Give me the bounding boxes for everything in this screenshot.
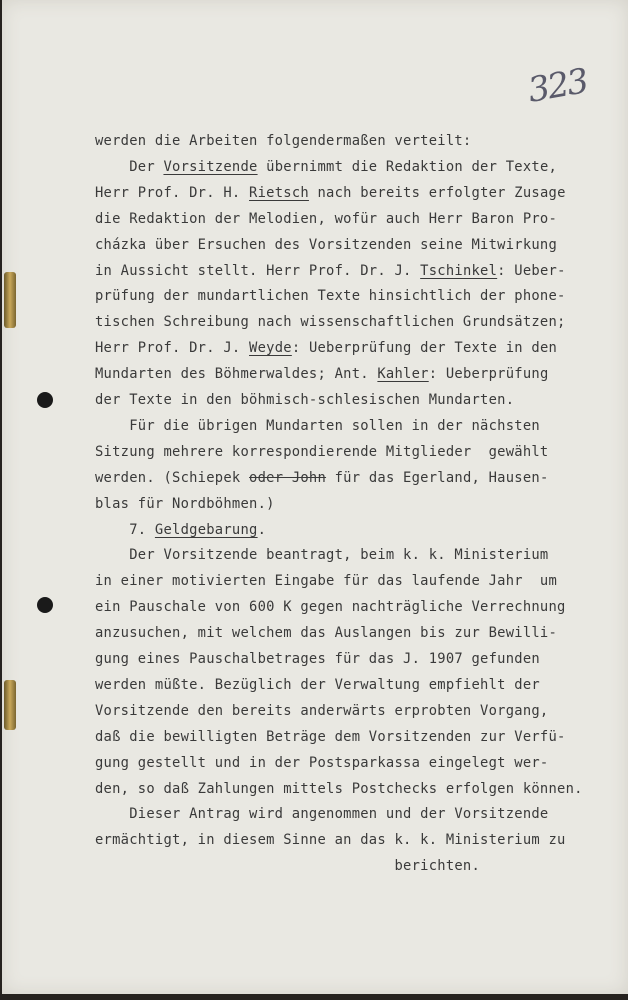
text-line (95, 185, 566, 201)
text-line (95, 522, 266, 538)
text-line (95, 755, 549, 771)
text-run: . (257, 521, 267, 538)
text-run: Der Vorsitzende beantragt, beim k. k. Ministerium (95, 547, 549, 564)
text-line (95, 288, 566, 304)
text-run: der Texte in den böhmisch-schlesischen Mundarten. (95, 392, 515, 408)
text-run: Sitzung mehrere korrespondierende Mitglieder gewählt (95, 443, 549, 460)
text-line (95, 314, 566, 330)
text-run: cházka über Ersuchen des Vorsitzenden seine Mitwirkung (95, 236, 558, 253)
binder-clip (4, 680, 16, 730)
text-line (95, 340, 557, 356)
text-run: Vorsitzende den bereits anderwärts erprobten Vorgang, (95, 702, 549, 719)
text-line (95, 858, 480, 874)
text-run: gung eines Pauschalbetrages für das J. 1907 gefunden (95, 651, 540, 667)
text-run: die Redaktion der Melodien, wofür auch Herr Baron Pro- (95, 210, 558, 227)
binder-clip (4, 272, 16, 328)
text-run: 7. (95, 521, 155, 538)
text-line (95, 211, 557, 227)
text-line (95, 159, 557, 175)
text-run: übernimmt die Redaktion der Texte, (257, 158, 558, 175)
text-line (95, 806, 549, 822)
handwritten-page-number: 323 (524, 61, 590, 111)
punch-hole (37, 392, 53, 408)
text-run: ermächtigt, in diesem Sinne an das k. k. Ministerium zu (95, 832, 566, 849)
underlined-name: Tschinkel (420, 262, 498, 279)
punch-hole (37, 597, 53, 613)
text-line (95, 599, 566, 615)
text-run: berichten. (95, 858, 481, 875)
text-line (95, 418, 540, 434)
text-run: Der (95, 158, 164, 175)
text-run: werden. (Schiepek (95, 469, 250, 486)
text-run: Dieser Antrag wird angenommen und der Vorsitzende (95, 806, 549, 823)
text-line (95, 651, 540, 667)
text-run: Für die übrigen Mundarten sollen in der nächsten (95, 417, 540, 434)
text-run: in Aussicht stellt. Herr Prof. Dr. J. (95, 262, 421, 279)
text-line (95, 366, 549, 382)
underlined-name: Vorsitzende (163, 158, 258, 175)
text-line (95, 133, 471, 149)
text-line (95, 573, 557, 589)
text-line (95, 263, 566, 279)
text-run: werden die Arbeiten folgendermaßen verteilt: (95, 133, 472, 149)
text-line (95, 781, 583, 797)
document-page (2, 0, 628, 994)
text-line (95, 677, 540, 693)
text-line (95, 470, 549, 486)
text-run: : Ueberprüfung der Texte in den (291, 340, 558, 357)
text-run: tischen Schreibung nach wissenschaftlichen Grundsätzen; (95, 314, 566, 331)
text-run: prüfung der mundartlichen Texte hinsichtlich der phone- (95, 288, 566, 305)
text-run: Mundarten des Böhmerwaldes; Ant. (95, 366, 378, 383)
text-line (95, 625, 557, 641)
underlined-name: Weyde (249, 340, 292, 357)
text-run: den, so daß Zahlungen mittels Postchecks erfolgen können. (95, 780, 583, 797)
text-run: nach bereits erfolgter Zusage (308, 184, 566, 201)
text-run: blas für Nordböhmen.) (95, 495, 275, 512)
text-run: Herr Prof. Dr. J. (95, 340, 250, 357)
text-line (95, 496, 275, 512)
underlined-name: Rietsch (249, 184, 309, 201)
text-run: : Ueber- (497, 262, 566, 279)
text-run: werden müßte. Bezüglich der Verwaltung empfiehlt der (95, 676, 540, 693)
text-run: daß die bewilligten Beträge dem Vorsitzenden zur Verfü- (95, 728, 566, 745)
text-run: : Ueberprüfung (428, 366, 549, 383)
text-run: Herr Prof. Dr. H. (95, 184, 250, 201)
text-line (95, 547, 549, 563)
text-line (95, 832, 566, 848)
text-line (95, 444, 549, 460)
struck-text: oder John (249, 469, 327, 486)
text-run: anzusuchen, mit welchem das Auslangen bis zur Bewilli- (95, 625, 558, 642)
text-line (95, 729, 566, 745)
underlined-name: Geldgebarung (154, 521, 258, 538)
text-line (95, 392, 514, 408)
text-run: in einer motivierten Eingabe für das laufende Jahr um (95, 573, 558, 590)
text-run: ein Pauschale von 600 K gegen nachträgliche Verrechnung (95, 599, 566, 616)
text-line (95, 237, 557, 253)
text-line (95, 703, 549, 719)
text-run: gung gestellt und in der Postsparkassa eingelegt wer- (95, 754, 549, 771)
underlined-name: Kahler (377, 366, 429, 383)
text-run: für das Egerland, Hausen- (326, 469, 549, 486)
